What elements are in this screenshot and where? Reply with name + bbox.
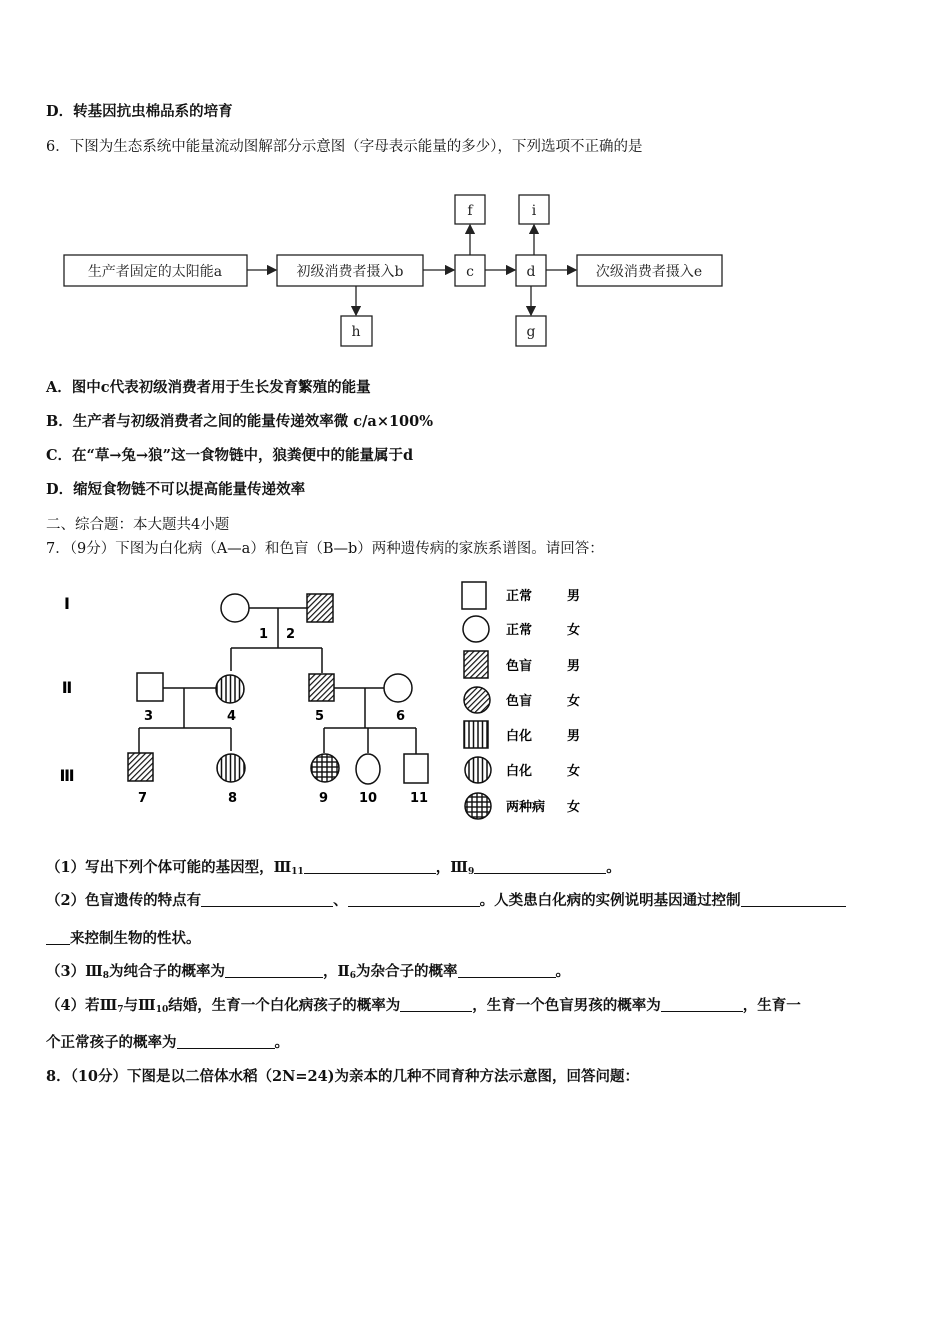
label-g: g [526,324,536,340]
q7-sub4-text-c: 结婚，生育一个白化病孩子的概率为 [168,997,401,1014]
individual-II5 [309,674,334,701]
legend-sex-3: 女 [567,694,581,709]
legend-symbol-colorblind-female [464,687,490,713]
answer-blank-normal-child-prob[interactable] [177,1034,275,1049]
label-c: c [466,264,474,280]
answer-blank-gene-control[interactable] [741,892,846,907]
q7-sub1-text-b: ，Ⅲ [435,859,468,876]
primary-consumer-label: 初级消费者摄入b [296,264,404,280]
q7-sub1 [46,858,621,882]
q7-sub1-text-c: 。 [606,859,621,876]
q7-sub2-cont [46,929,201,949]
label-f: f [467,203,473,219]
individual-III7 [128,753,153,781]
q7-sub2-text-c: 。人类患白化病的实例说明基因通过控制 [479,892,741,909]
answer-blank-feature-1[interactable] [201,892,333,907]
label-1: 1 [259,627,269,642]
legend-sex-1: 女 [567,623,581,638]
q7-sub4-text-g: 。 [274,1034,289,1051]
answer-blank-albino-prob[interactable] [400,997,472,1012]
q7-sub1-subscript-9: 9 [467,867,475,877]
q8-stem: 8．（10分）下图是以二倍体水稻（2N=24)为亲本的几种不同育种方法示意图，回答问题： [46,1068,640,1085]
individual-III11 [404,754,428,783]
q7-sub4-text-f: 个正常孩子的概率为 [46,1034,177,1051]
legend-sex-4: 男 [567,729,581,744]
q7-sub1-text-a: （1）写出下列个体可能的基因型，Ⅲ [46,859,292,876]
label-10: 10 [359,791,378,806]
q7-sub3-text-d: 为杂合子的概率 [356,963,458,980]
q6-option-d: D．缩短食物链不可以提高能量传递效率 [46,481,306,498]
label-2: 2 [286,627,296,642]
legend-sex-6: 女 [567,800,581,815]
q5-option-d: D．转基因抗虫棉品系的培育 [46,103,233,120]
legend-symbol-albino-female [465,757,491,783]
q7-sub4-text-e: ，生育一 [742,997,801,1014]
energy-flow-diagram [0,185,950,355]
pedigree-lines [139,608,416,754]
legend-label-2: 色盲 [506,659,533,674]
legend-symbol-normal-male [462,582,486,609]
secondary-consumer-label: 次级消费者摄入e [595,264,703,280]
legend-symbol-both-female [465,793,491,819]
legend-label-4: 白化 [506,729,533,744]
producer-label: 生产者固定的太阳能a [87,264,223,280]
label-11: 11 [410,791,429,806]
legend-label-0: 正常 [506,589,533,604]
section-heading: 二、综合题：本大题共4小题 [46,517,230,533]
q7-sub2-text-a: （2）色盲遗传的特点有 [46,892,202,909]
q7-stem: 7．（9分）下图为白化病（A—a）和色盲（B—b）两种遗传病的家族系谱图。请回答： [46,541,604,557]
q6-option-a: A．图中c代表初级消费者用于生长发育繁殖的能量 [46,379,371,396]
label-i: i [531,203,537,219]
individual-I1 [221,594,249,622]
q7-sub4-cont [46,1033,289,1053]
q7-sub3-text-b: 为纯合子的概率为 [109,963,226,980]
legend-label-5: 白化 [506,764,533,779]
answer-blank-homozygous-8[interactable] [225,963,323,978]
legend-sex-2: 男 [567,659,581,674]
answer-blank-colorblind-boy-prob[interactable] [661,997,743,1012]
q7-sub2 [46,891,846,911]
label-8: 8 [228,791,238,806]
label-6: 6 [396,709,406,724]
answer-blank-gene-control-cont[interactable] [46,930,70,945]
q6-option-b: B．生产者与初级消费者之间的能量传递效率微 c/a×100% [46,413,434,430]
individual-I2 [307,594,333,622]
q7-sub3-subscript-8: 8 [102,971,110,981]
q7-sub1-subscript-11: 11 [291,867,304,877]
pedigree-legend [462,582,580,819]
label-5: 5 [315,709,325,724]
q7-sub3-text-c: ，Ⅱ [323,963,350,980]
individual-II6 [384,674,412,702]
legend-sex-0: 男 [567,589,581,604]
answer-blank-genotype-11[interactable] [304,859,436,874]
individual-III9 [311,754,339,782]
label-4: 4 [227,709,237,724]
answer-blank-heterozygous-6[interactable] [458,963,556,978]
legend-label-3: 色盲 [506,694,533,709]
legend-symbol-colorblind-male [464,651,488,678]
q7-sub4 [46,996,801,1020]
q7-sub4-subscript-7: 7 [117,1005,124,1015]
label-d: d [526,264,536,280]
q7-sub4-text-b: 与Ⅲ [123,997,156,1014]
q7-sub2-text-b: 、 [333,892,348,909]
individual-II3 [137,673,163,701]
q7-sub4-subscript-10: 10 [155,1005,169,1015]
label-7: 7 [138,791,148,806]
legend-label-6: 两种病 [506,800,546,815]
q7-sub3-text-a: （3）Ⅲ [46,963,103,980]
individual-III10 [356,754,380,784]
q7-sub3-text-e: 。 [555,963,571,980]
generation-1-label: Ⅰ [64,594,70,613]
q7-sub4-text-a: （4）若Ⅲ [46,997,118,1014]
q6-option-c: C．在“草→兔→狼”这一食物链中，狼粪便中的能量属于d [46,447,414,464]
generation-2-label: Ⅱ [61,678,73,697]
q7-sub4-text-d: ，生育一个色盲男孩的概率为 [472,997,661,1014]
label-3: 3 [144,709,154,724]
q6-stem: 6．下图为生态系统中能量流动图解部分示意图（字母表示能量的多少），下列选项不正确的是 [46,139,643,155]
label-h: h [351,324,361,340]
generation-3-label: Ⅲ [59,766,75,785]
legend-label-1: 正常 [506,623,533,638]
individual-III8 [217,754,245,782]
q7-sub3-subscript-6: 6 [349,971,357,981]
pedigree-chart [0,570,950,825]
q7-sub3 [46,962,570,986]
legend-symbol-normal-female [463,616,489,642]
individual-II4 [216,675,244,703]
answer-blank-feature-2[interactable] [348,892,480,907]
legend-symbol-albino-male [464,721,488,748]
q7-sub2-text-d: 来控制生物的性状。 [70,930,201,947]
answer-blank-genotype-9[interactable] [474,859,606,874]
label-9: 9 [319,791,329,806]
legend-sex-5: 女 [567,764,581,779]
